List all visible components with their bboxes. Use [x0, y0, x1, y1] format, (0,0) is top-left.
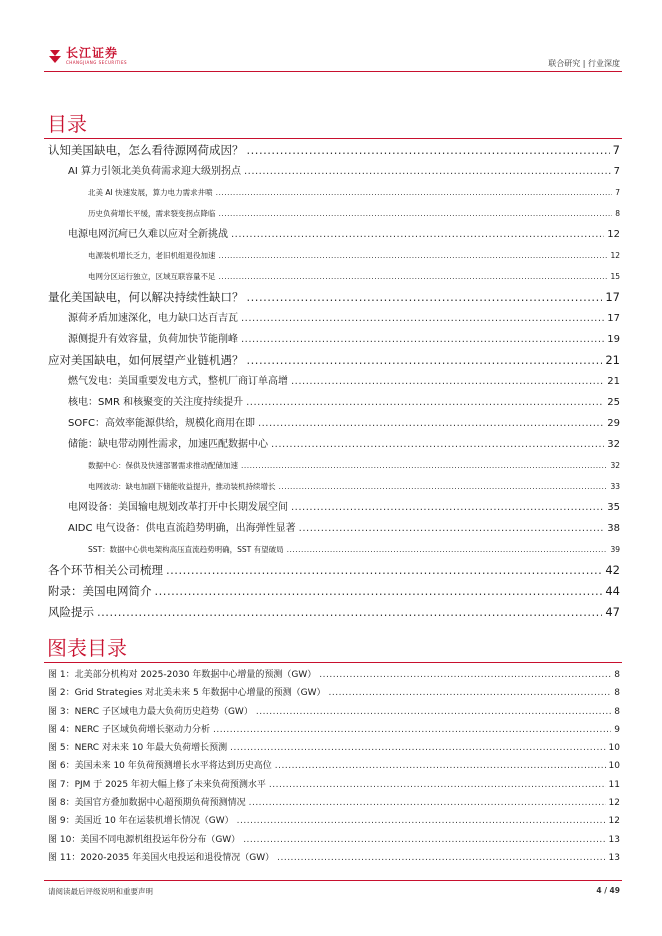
toc-section-entry[interactable] [0, 224, 662, 245]
entry-title: AIDC 电气设备：供电直流趋势明确，出海弹性显著 [68, 523, 296, 534]
toc-chapter-entry[interactable] [0, 581, 662, 602]
dot-leader [319, 666, 611, 684]
figures-title-divider [44, 662, 622, 663]
dot-leader [287, 539, 608, 560]
entry-page-number: 32 [607, 439, 620, 450]
toc-section-entry[interactable] [0, 308, 662, 329]
report-category: 联合研究 | 行业深度 [548, 59, 620, 68]
entry-title: 图 5：NERC 对未来 10 年最大负荷增长预测 [48, 743, 228, 754]
dot-leader [256, 703, 611, 721]
dot-leader [241, 329, 604, 350]
toc-section-entry[interactable] [0, 413, 662, 434]
entry-page-number: 8 [615, 209, 620, 218]
logo-icon [48, 48, 62, 64]
entry-page-number: 7 [615, 188, 620, 197]
dot-leader [271, 434, 604, 455]
dot-leader [219, 245, 608, 266]
entry-page-number: 35 [607, 502, 620, 513]
toc-subsection-entry[interactable] [0, 266, 662, 287]
entry-title: 北美 AI 快速发展，算力电力需求井喷 [88, 188, 213, 197]
figure-list-entry[interactable] [0, 812, 662, 830]
dot-leader [291, 497, 604, 518]
dot-leader [219, 266, 608, 287]
dot-leader [277, 849, 605, 867]
logo-english-name: CHANGJIANG SECURITIES [66, 60, 128, 65]
page-number: 4 / 49 [596, 886, 620, 895]
dot-leader [241, 308, 604, 329]
dot-leader [241, 455, 607, 476]
entry-title: 电源装机增长乏力，老旧机组退役加速 [88, 251, 216, 260]
entry-title: AI 算力引领北美负荷需求迎大级别拐点 [68, 166, 241, 177]
entry-page-number: 10 [608, 761, 620, 772]
entry-title: 附录：美国电网简介 [48, 584, 152, 598]
entry-page-number: 10 [608, 743, 620, 754]
entry-page-number: 15 [610, 272, 620, 281]
entry-title: 风险提示 [48, 605, 94, 619]
entry-title: 各个环节相关公司梳理 [48, 563, 163, 577]
dot-leader [97, 602, 602, 623]
entry-title: 图 7：PJM 于 2025 年初大幅上修了未来负荷预测水平 [48, 779, 266, 790]
toc-section-entry[interactable] [0, 392, 662, 413]
entry-page-number: 42 [605, 563, 620, 577]
entry-title: 数据中心：保供及快速部署需求推动配储加速 [88, 461, 238, 470]
dot-leader [231, 224, 604, 245]
figure-list-entry[interactable] [0, 666, 662, 684]
dot-leader [291, 371, 604, 392]
entry-page-number: 21 [607, 376, 620, 387]
entry-title: 图 9：美国近 10 年在运装机增长情况（GW） [48, 816, 234, 827]
figure-list-entry[interactable] [0, 721, 662, 739]
entry-page-number: 9 [614, 724, 620, 735]
entry-page-number: 39 [610, 545, 620, 554]
toc-subsection-entry[interactable] [0, 182, 662, 203]
entry-title: 核电：SMR 和核聚变的关注度持续提升 [68, 397, 244, 408]
dot-leader [328, 684, 611, 702]
dot-leader [247, 350, 603, 371]
entry-page-number: 12 [607, 229, 620, 240]
entry-page-number: 19 [607, 334, 620, 345]
toc-section-entry[interactable] [0, 518, 662, 539]
toc-subsection-entry[interactable] [0, 539, 662, 560]
entry-title: 源侧提升有效容量，负荷加快节能削峰 [68, 334, 238, 345]
toc-chapter-entry[interactable] [0, 140, 662, 161]
dot-leader [247, 287, 603, 308]
toc-subsection-entry[interactable] [0, 476, 662, 497]
logo-chinese-name: 长江证券 [66, 46, 119, 60]
dot-leader [249, 794, 606, 812]
toc-section-entry[interactable] [0, 497, 662, 518]
entry-title: 图 3：NERC 子区域电力最大负荷历史趋势（GW） [48, 706, 253, 717]
toc-chapter-entry[interactable] [0, 602, 662, 623]
toc-chapter-entry[interactable] [0, 287, 662, 308]
entry-title: 电网分区运行独立，区域互联容量不足 [88, 272, 216, 281]
dot-leader [166, 560, 602, 581]
dot-leader [275, 757, 606, 775]
entry-page-number: 8 [614, 670, 620, 680]
toc-title: 目录 [47, 112, 87, 136]
entry-page-number: 44 [605, 584, 620, 598]
company-logo [48, 47, 127, 65]
entry-title: 图 2：Grid Strategies 对北美未来 5 年数据中心增量的预测（GW） [48, 688, 326, 699]
dot-leader [230, 739, 605, 757]
entry-page-number: 25 [607, 397, 620, 408]
dot-leader [247, 140, 610, 161]
footer-divider [44, 880, 622, 881]
entry-title: 电源电网沉疴已久难以应对全新挑战 [68, 229, 228, 240]
toc-chapter-entry[interactable] [0, 560, 662, 581]
entry-page-number: 12 [608, 798, 620, 809]
dot-leader [244, 161, 611, 182]
entry-page-number: 13 [608, 834, 620, 845]
dot-leader [213, 721, 611, 739]
figure-list-entry[interactable] [0, 794, 662, 812]
entry-title: 源荷矛盾加速深化，电力缺口达百吉瓦 [68, 313, 238, 324]
dot-leader [155, 581, 603, 602]
entry-page-number: 7 [612, 143, 620, 157]
entry-page-number: 17 [607, 313, 620, 324]
figures-title: 图表目录 [47, 636, 127, 660]
toc-chapter-entry[interactable] [0, 350, 662, 371]
figure-list-entry[interactable] [0, 739, 662, 757]
entry-page-number: 47 [605, 605, 620, 619]
entry-title: 量化美国缺电，何以解决持续性缺口？ [48, 290, 244, 304]
entry-page-number: 13 [608, 852, 620, 863]
toc-section-entry[interactable] [0, 161, 662, 182]
entry-title: 电网波动：缺电加剧下储能收益提升，推动装机持续增长 [88, 482, 276, 491]
dot-leader [279, 476, 608, 497]
entry-page-number: 11 [608, 779, 620, 790]
entry-page-number: 12 [610, 251, 620, 260]
entry-page-number: 12 [608, 816, 620, 827]
dot-leader [243, 831, 605, 849]
entry-page-number: 21 [605, 353, 620, 367]
toc-subsection-entry[interactable] [0, 203, 662, 224]
entry-page-number: 17 [605, 290, 620, 304]
entry-title: 图 10：美国不同电源机组投运年份分布（GW） [48, 834, 241, 845]
entry-title: SST：数据中心供电架构高压直流趋势明确，SST 有望破局 [88, 545, 284, 554]
entry-title: 电网设备：美国输电规划改革打开中长期发展空间 [68, 502, 288, 513]
dot-leader [237, 812, 606, 830]
entry-page-number: 33 [610, 482, 620, 491]
disclaimer-note: 请阅读最后评级说明和重要声明 [48, 887, 153, 896]
entry-page-number: 7 [613, 166, 620, 177]
entry-title: 图 4：NERC 子区域负荷增长驱动力分析 [48, 724, 210, 735]
figure-list-entry[interactable] [0, 684, 662, 702]
toc-subsection-entry[interactable] [0, 455, 662, 476]
dot-leader [216, 182, 613, 203]
toc-title-divider [44, 138, 622, 139]
entry-title: 历史负荷增长平缓，需求裂变拐点降临 [88, 209, 216, 218]
table-of-contents [0, 140, 662, 623]
entry-page-number: 32 [610, 461, 620, 470]
dot-leader [258, 413, 604, 434]
list-of-figures [0, 666, 662, 867]
toc-section-entry[interactable] [0, 329, 662, 350]
entry-title: 认知美国缺电，怎么看待源网荷成因？ [48, 143, 244, 157]
figure-list-entry[interactable] [0, 776, 662, 794]
entry-page-number: 8 [614, 688, 620, 699]
dot-leader [246, 392, 604, 413]
entry-page-number: 29 [607, 418, 620, 429]
header-divider [44, 71, 622, 72]
dot-leader [269, 776, 606, 794]
figure-list-entry[interactable] [0, 703, 662, 721]
entry-title: 图 8：美国官方叠加数据中心超预期负荷预测情况 [48, 798, 246, 809]
toc-section-entry[interactable] [0, 371, 662, 392]
entry-title: 图 6：美国未来 10 年负荷预测增长水平将达到历史高位 [48, 761, 272, 772]
entry-title: SOFC：高效率能源供给，规模化商用在即 [68, 418, 255, 429]
entry-title: 图 11：2020-2035 年美国火电投运和退役情况（GW） [48, 852, 275, 863]
figure-list-entry[interactable] [0, 831, 662, 849]
entry-title: 储能：缺电带动刚性需求，加速匹配数据中心 [68, 439, 268, 450]
toc-section-entry[interactable] [0, 434, 662, 455]
figure-list-entry[interactable] [0, 849, 662, 867]
toc-subsection-entry[interactable] [0, 245, 662, 266]
figure-list-entry[interactable] [0, 757, 662, 775]
page-header [0, 0, 662, 75]
dot-leader [299, 518, 605, 539]
entry-title: 应对美国缺电，如何展望产业链机遇？ [48, 353, 244, 367]
entry-page-number: 38 [607, 523, 620, 534]
entry-page-number: 8 [614, 706, 620, 717]
entry-title: 燃气发电：美国重要发电方式，整机厂商订单高增 [68, 376, 288, 387]
dot-leader [219, 203, 613, 224]
entry-title: 图 1：北美部分机构对 2025-2030 年数据中心增量的预测（GW） [48, 670, 317, 680]
